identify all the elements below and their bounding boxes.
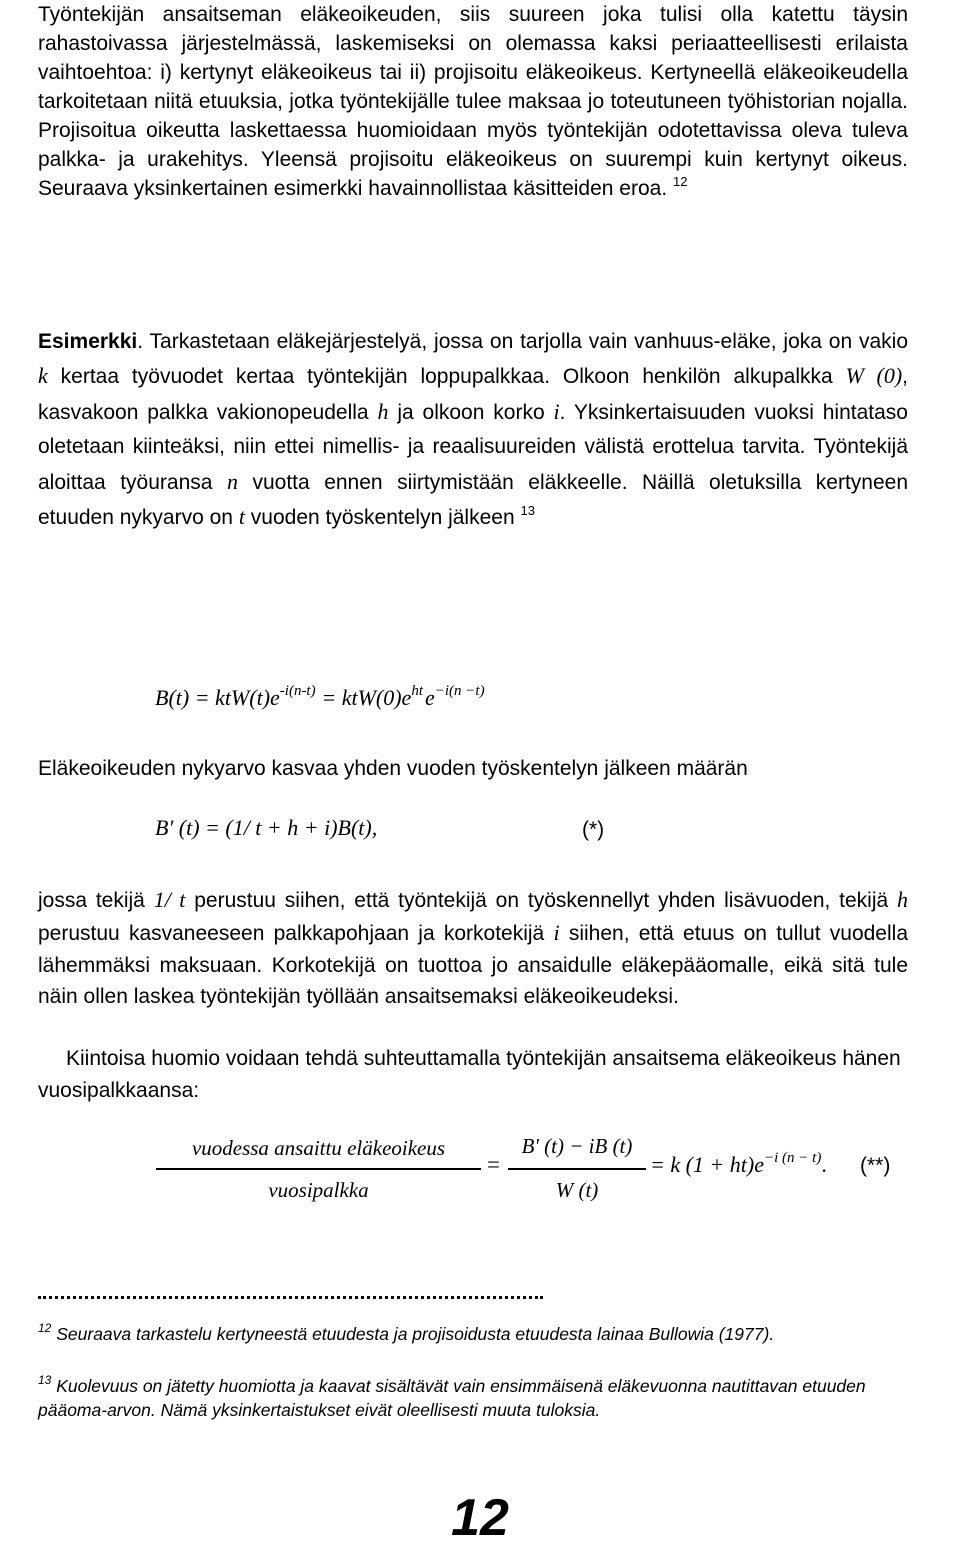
fraction-numerator-2: B' (t) − iB (t) (521, 1134, 633, 1158)
page-number: 12 (451, 1489, 509, 1547)
equation-star-tag: (*) (582, 818, 605, 841)
footnote-12: $^{12}$ Seuraava tarkastelu kertyneestä etuudesta ja projisoidusta etuudesta lainaa Bullowia (1977). (38, 1321, 775, 1344)
paragraph-observation: Kiintoisa huomio voidaan tehdä suhteuttamalla työntekijän ansaitsema eläkeoikeus hänen vuosipalkkaansa: (38, 1047, 901, 1102)
paragraph-growth: Eläkeoikeuden nykyarvo kasvaa yhden vuoden työskentelyn jälkeen määrän (38, 757, 748, 780)
footnote-divider (38, 1296, 543, 1299)
fraction-numerator-1: vuodessa ansaittu eläkeoikeus (191, 1136, 446, 1160)
fraction-denominator-2: W (t) (555, 1178, 599, 1202)
footnote-ref-12: 12 (673, 174, 688, 189)
footnote-13: $^{13}$ Kuolevuus on jätetty huomiotta ja kaavat sisältävät vain ensimmäisenä eläkevuonna nautittavan etuuden pääoma-arvon. Nämä yksinkertaistukset eivät oleellisesti muuta tuloksia. (38, 1373, 866, 1420)
equation-star: B′ (t) = (1/ t + h + i)B(t), (155, 815, 378, 840)
footnote-ref-13: 13 (520, 503, 535, 519)
example-heading: Esimerkki (38, 330, 138, 353)
equation-double-star-tag: (**) (860, 1154, 891, 1177)
fraction-bar-1 (156, 1168, 481, 1170)
fraction-denominator-1: vuosipalkka (268, 1178, 369, 1202)
paragraph-intro: Työntekijän ansaitseman eläkeoikeuden, siis suureen joka tulisi olla katettu täysin rahastoivassa järjestelmässä, laskemiseksi on olemassa kaksi periaatteellisesti erilaista vaihtoehtoa: i) kertynyt eläkeoikeus tai ii) projisoitu eläkeoikeus. Kertyneellä eläkeoikeudella tarkoitetaan niitä etuuksia, jotka työntekijälle tulee maksaa jo toteutuneen työhistorian nojalla. Projisoitua oikeutta laskettaessa huomioidaan myös työntekijän odotettavissa oleva tuleva palkka- ja urakehitys. Yleensä projisoitu eläkeoikeus on suurempi kuin kertynyt oikeus. Seuraava yksinkertainen esimerkki havainnollistaa käsitteiden eroa. $^{12}$ (38, 3, 908, 200)
equation-present-value: $B(t) = ktW(t)e^{-i(n-t)} = ktW(0)e^{ht}e^{-i(n -t)}$ (155, 683, 485, 710)
fraction-bar-2 (508, 1168, 646, 1170)
paragraph-example: Esimerkki. Tarkastetaan eläkejärjestelyä, jossa on tarjolla vain vanhuus-eläke, joka on vakio k kertaa työvuodet kertaa työntekijän loppupalkkaa. Olkoon henkilön alkupalkka W (0), kasvakoon palkka vakionopeudella h ja olkoon korko i. Yksinkertaisuuden vuoksi hintataso oletetaan kiinteäksi, niin ettei nimellis- ja reaalisuureiden välistä erottelua tarvita. Työntekijä aloittaa työuransa n vuotta ennen siirtymistään eläkkeelle. Näillä oletuksilla kertyneen etuuden nykyarvo on t vuoden työskentelyn jälkeen $^{13}$ (38, 330, 909, 530)
paragraph-factors: jossa tekijä 1/ t perustuu siihen, että työntekijä on työskennellyt yhden lisävuoden, tekijä h perustuu kasvaneeseen palkkapohjaan ja korkotekijä i siihen, että etuus on tullut vuodella lähemmäksi maksuaan. Korkotekijä on tuottoa jo ansaidulle eläkepääomalle, eikä sitä tule näin ollen laskea työntekijän työllään ansaitsemaksi eläkeoikeudeksi. (38, 887, 909, 1009)
equals-sign: = (487, 1152, 500, 1177)
